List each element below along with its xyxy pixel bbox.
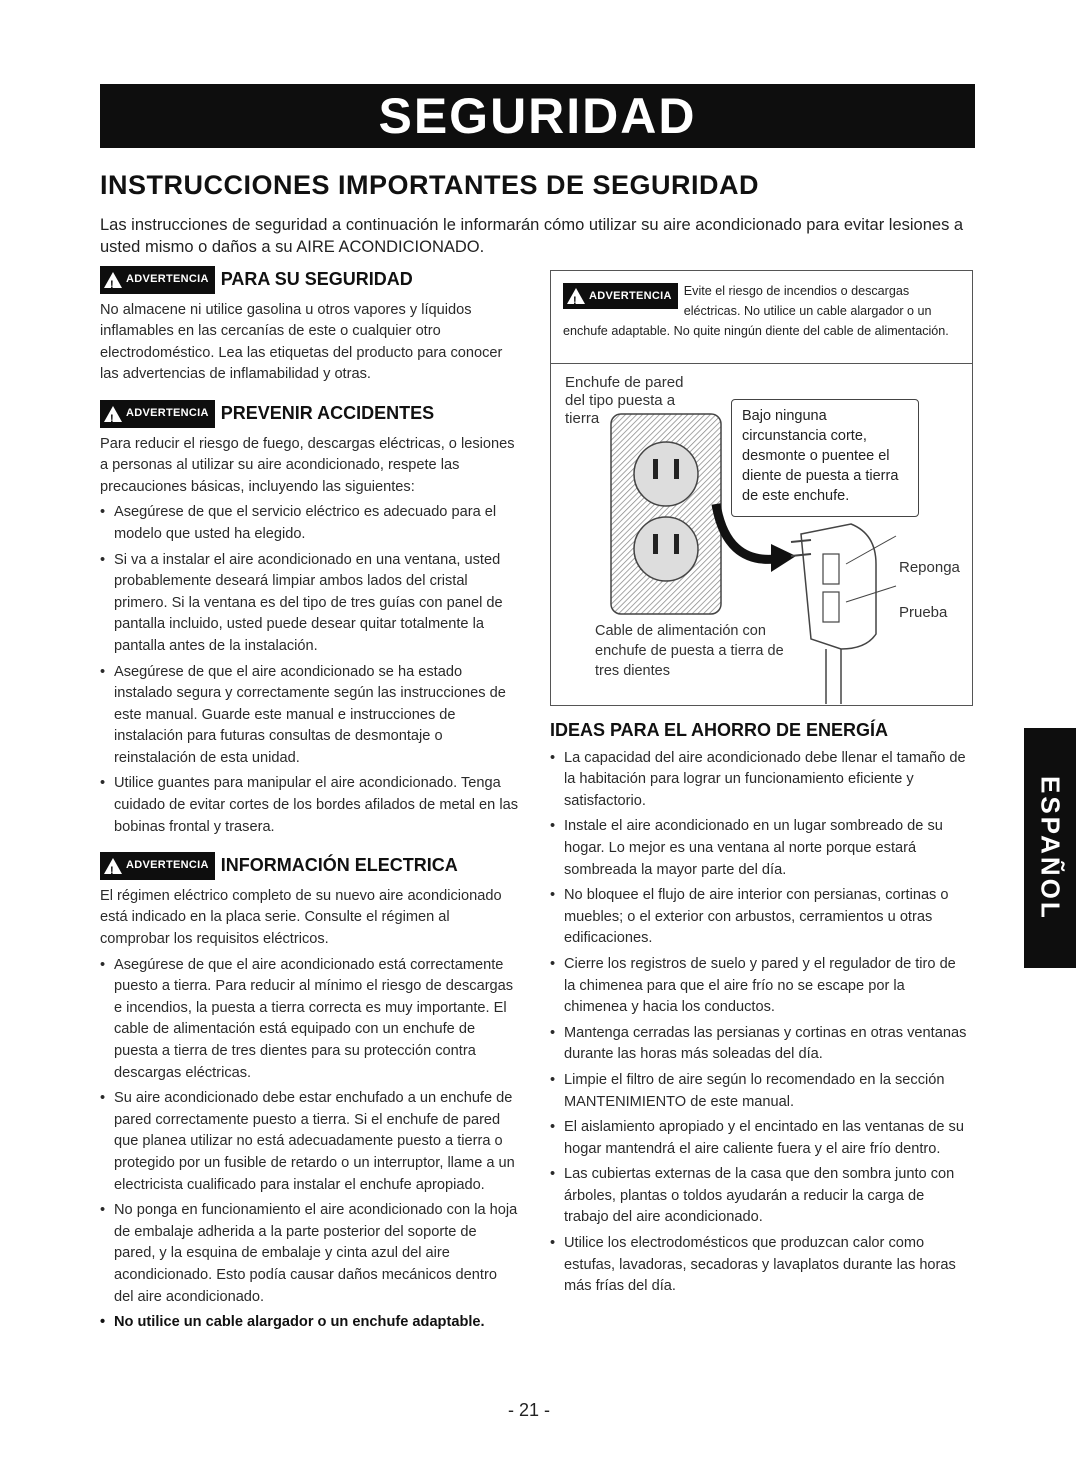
section-text: El régimen eléctrico completo de su nuevo aire acondicionado está indicado en la placa serie. Consulte el régimen al comprobar los requisitos eléctricos. [100, 887, 502, 948]
outlet-socket-top [634, 442, 698, 506]
warning-badge-label: ADVERTENCIA [589, 290, 672, 302]
label-outlet: Enchufe de pared del tipo puesta a tierra [565, 374, 684, 427]
label-cord: Cable de alimentación con enchufe de puesta a tierra de tres dientes [595, 623, 784, 679]
callout-warning: Bajo ninguna circunstancia corte, desmonte o puentee el diente de puesta a tierra de este enchufe. [731, 399, 919, 517]
list-item: • El aislamiento apropiado y el encintado en las ventanas de su hogar mantendrá el aire caliente fuera y el aire frío dentro. [550, 1117, 970, 1160]
list-item: • Mantenga cerradas las persianas y cortinas en otras ventanas durante las horas más soleadas del día. [550, 1023, 970, 1066]
right-column [550, 720, 970, 1302]
list-item: • Asegúrese de que el servicio eléctrico es adecuado para el modelo que usted ha elegido. [100, 502, 520, 545]
warning-badge [100, 400, 215, 428]
plug-head [801, 524, 876, 649]
warning-triangle-icon: ! [104, 406, 122, 422]
section-header-safety [100, 266, 520, 294]
warning-triangle-icon: ! [567, 288, 585, 304]
warning-badge [100, 266, 215, 294]
section-header-accidents [100, 400, 520, 428]
section-title: INFORMACIÓN ELECTRICA [220, 855, 458, 876]
section-text: No almacene ni utilice gasolina u otros vapores y líquidos inflamables en las cercanías de este o cualquier otro electrodoméstico. Lea las etiquetas del producto para conocer las advertencias de inflamabilidad y otras. [100, 301, 503, 383]
bullet-list [550, 748, 970, 1298]
list-item: • Limpie el filtro de aire según lo recomendado en la sección MANTENIMIENTO de este manual. [550, 1070, 970, 1113]
section-title: IDEAS PARA EL AHORRO DE ENERGÍA [550, 720, 889, 740]
language-tab [1024, 728, 1076, 968]
page-banner: SEGURIDAD [100, 84, 975, 148]
left-column [100, 266, 520, 1338]
list-item: • Su aire acondicionado debe estar enchufado a un enchufe de pared correctamente puesto a tierra. Si el enchufe de pared que planea utilizar no está adecuadamente puesto a tierra o protegido por un fusible de retardo o un interruptor, llame a un electricista cualificado para instalar el enchufe apropiado. [100, 1088, 520, 1196]
warning-triangle-icon: ! [104, 272, 122, 288]
page-title: INSTRUCCIONES IMPORTANTES DE SEGURIDAD [100, 170, 760, 200]
warning-figure-box [550, 270, 973, 706]
list-item: • Asegúrese de que el aire acondicionado está correctamente puesto a tierra. Para reducir al mínimo el riesgo de descargas e incendios, la puesta a tierra correcta es muy importante. El cable de alimentación está equipado con un enchufe de puesta a tierra de tres dientes para su protección contra descargas eléctricas. [100, 955, 520, 1085]
language-tab-label: ESPAÑOL [1035, 775, 1066, 921]
section-header-electrical [100, 852, 520, 880]
list-item: • Si va a instalar el aire acondicionado en una ventana, usted probablemente deseará limpiar ambos lados del cristal primero. Si la ventana es del tipo de tres guías con panel de pantalla incluido, usted puede desear quitar totalmente la pantalla antes de la instalación. [100, 550, 520, 658]
list-item-bold: • No utilice un cable alargador o un enchufe adaptable. [100, 1312, 520, 1334]
section-header-energy [550, 720, 970, 742]
list-item: • Utilice los electrodomésticos que produzcan calor como estufas, lavadoras, secadoras y lavaplatos durante las horas más frías del día. [550, 1233, 970, 1298]
list-item: • Asegúrese de que el aire acondicionado se ha estado instalado segura y correctamente según las instrucciones de este manual. Guarde este manual e instrucciones de instalación para futuras consultas de desmontaje o reinstalación de esta unidad. [100, 662, 520, 770]
list-item: • Utilice guantes para manipular el aire acondicionado. Tenga cuidado de evitar cortes de los bordes afilados de metal en las bobinas frontal y trasera. [100, 773, 520, 838]
box-warning-text: Evite el riesgo de incendios o descargas eléctricas. No utilice un cable alargador o un enchufe adaptable. No quite ningún diente del cable de alimentación. [563, 284, 949, 338]
intro-text: Las instrucciones de seguridad a continuación le informarán cómo utilizar su aire acondicionado para evitar lesiones a usted mismo o daños a su AIRE ACONDICIONADO. [100, 216, 964, 256]
section-text: Para reducir el riesgo de fuego, descargas eléctricas, o lesiones a personas al utilizar su aire acondicionado, respete las precauciones básicas, incluyendo las siguientes: [100, 435, 515, 495]
list-item: • No ponga en funcionamiento el aire acondicionado con la hoja de embalaje adherida a la parte posterior del soporte de pared, y la esquina de embalaje y cinta azul del aire acondicionado. Esto podía causar daños mecánicos dentro del aire acondicionado. [100, 1200, 520, 1308]
warning-badge [563, 283, 678, 309]
label-reset: Reponga [899, 559, 960, 576]
warning-badge-label: ADVERTENCIA [126, 406, 209, 419]
section-title: PARA SU SEGURIDAD [220, 269, 413, 289]
outlet-socket-bottom [634, 517, 698, 581]
list-item: • Instale el aire acondicionado en un lugar sombreado de su hogar. Lo mejor es una ventana al norte porque estará sombreada la mayor parte del día. [550, 816, 970, 881]
label-test: Prueba [899, 604, 948, 621]
list-item: • La capacidad del aire acondicionado debe llenar el tamaño de la habitación para lograr un funcionamiento eficiente y satisfactorio. [550, 748, 970, 813]
page-number: - 21 - [508, 1400, 551, 1420]
section-title: PREVENIR ACCIDENTES [220, 402, 435, 423]
bullet-list [100, 502, 520, 838]
box-warning [563, 281, 961, 341]
list-item: • Cierre los registros de suelo y pared y el regulador de tiro de la chimenea para que el aire frío no se escape por la chimenea y hacia los conductos. [550, 954, 970, 1019]
list-item: • No bloquee el flujo de aire interior con persianas, cortinas o muebles; o el exterior con arbustos, cerramientos u otras edificaciones. [550, 885, 970, 950]
warning-badge [100, 852, 215, 880]
warning-badge-label: ADVERTENCIA [126, 859, 209, 872]
warning-triangle-icon: ! [104, 858, 122, 874]
list-item: • Las cubiertas externas de la casa que den sombra junto con árboles, plantas o toldos ayudarán a reducir la carga de trabajo del aire acondicionado. [550, 1164, 970, 1229]
bullet-list [100, 955, 520, 1334]
warning-badge-label: ADVERTENCIA [126, 273, 209, 285]
